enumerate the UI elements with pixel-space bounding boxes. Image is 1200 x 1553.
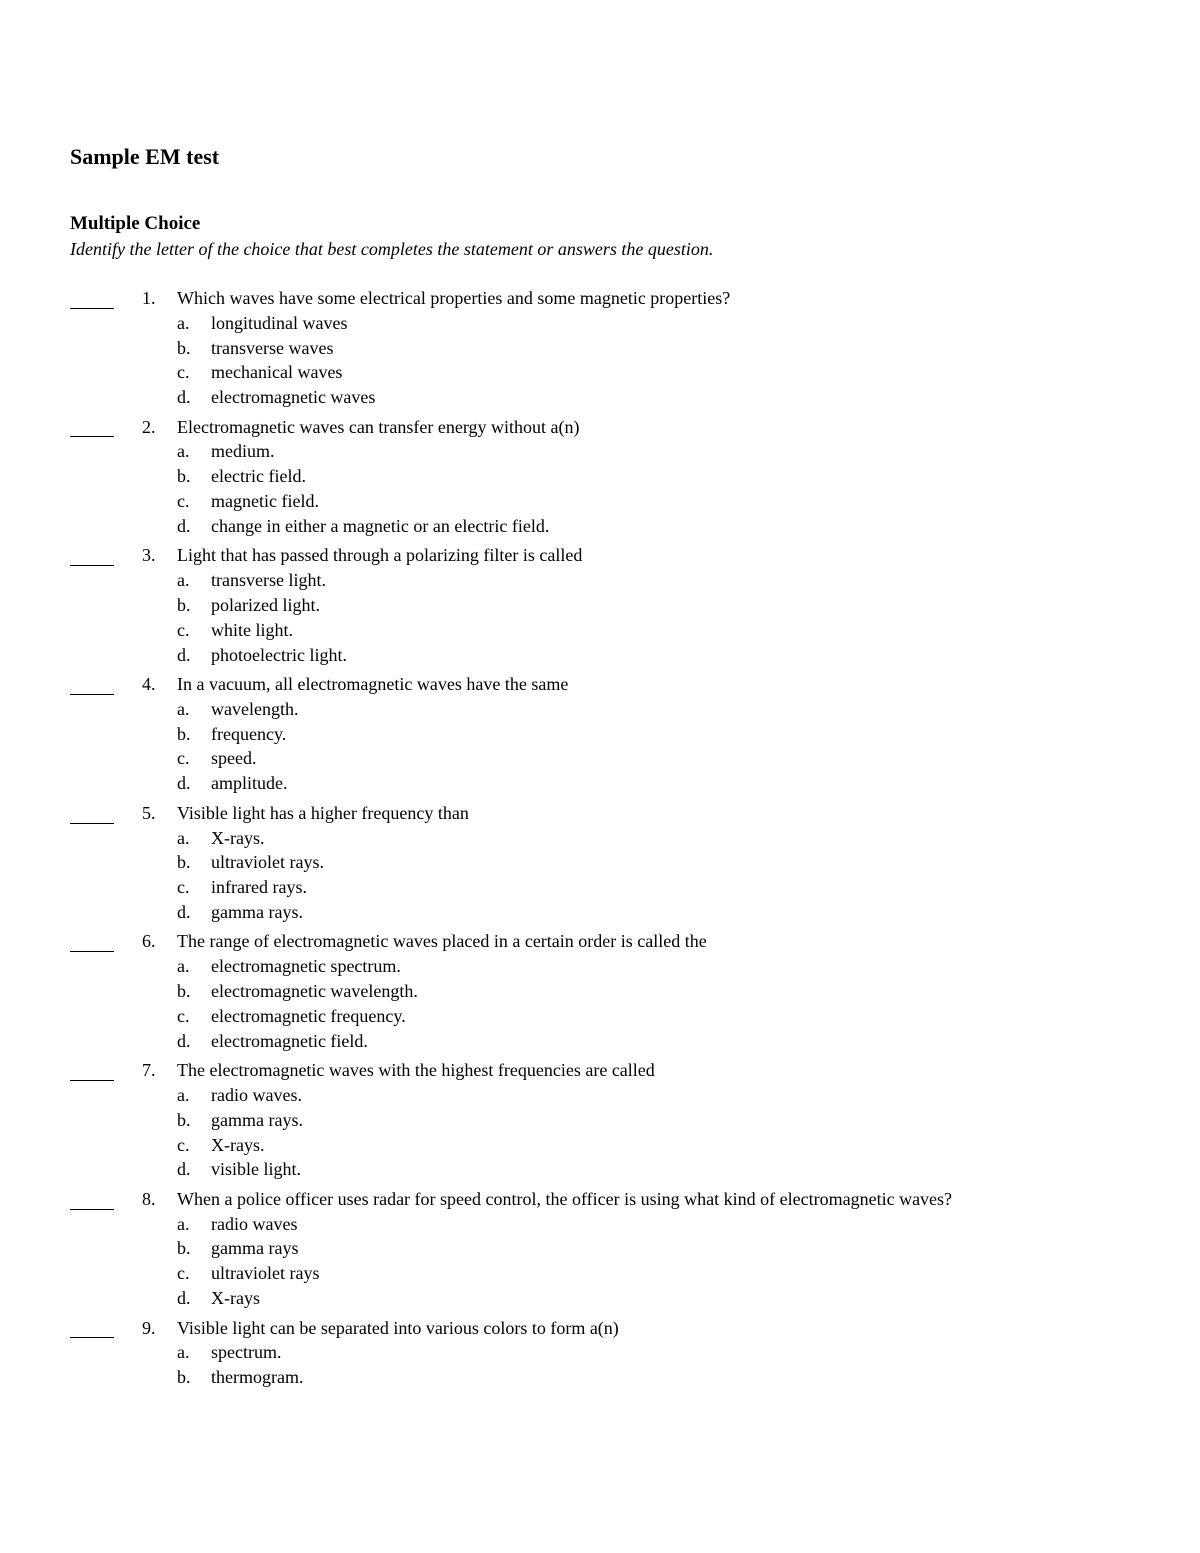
question-number: 4. bbox=[142, 674, 156, 695]
question-item bbox=[0, 286, 1200, 410]
choice-list bbox=[0, 954, 1200, 1053]
choice-item bbox=[0, 1340, 1200, 1365]
question-stem: Light that has passed through a polarizing filter is called bbox=[177, 545, 583, 566]
choice-item bbox=[0, 771, 1200, 796]
choice-text: thermogram. bbox=[211, 1367, 304, 1388]
choice-item bbox=[0, 826, 1200, 851]
choice-text: ultraviolet rays bbox=[211, 1263, 320, 1284]
section-heading: Multiple Choice bbox=[70, 213, 201, 234]
choice-letter: d. bbox=[177, 515, 191, 536]
question-stem: The range of electromagnetic waves placed in a certain order is called the bbox=[177, 931, 707, 952]
choice-list bbox=[0, 568, 1200, 667]
question-item bbox=[0, 415, 1200, 539]
choice-text: electromagnetic wavelength. bbox=[211, 981, 418, 1002]
choice-letter: b. bbox=[177, 594, 191, 615]
choice-item bbox=[0, 697, 1200, 722]
choice-item bbox=[0, 568, 1200, 593]
question-item bbox=[0, 1058, 1200, 1182]
question-item bbox=[0, 543, 1200, 667]
answer-blank[interactable] bbox=[70, 286, 114, 311]
choice-item bbox=[0, 593, 1200, 618]
choice-text: electromagnetic spectrum. bbox=[211, 956, 401, 977]
choice-text: gamma rays bbox=[211, 1238, 299, 1259]
choice-text: ultraviolet rays. bbox=[211, 852, 324, 873]
choice-item bbox=[0, 746, 1200, 771]
question-number: 6. bbox=[142, 931, 156, 952]
choice-text: radio waves bbox=[211, 1213, 298, 1234]
answer-blank[interactable] bbox=[70, 1058, 114, 1083]
question-stem: Visible light has a higher frequency than bbox=[177, 802, 469, 823]
choice-item bbox=[0, 979, 1200, 1004]
choice-item bbox=[0, 1236, 1200, 1261]
question-number: 9. bbox=[142, 1317, 156, 1338]
choice-item bbox=[0, 1365, 1200, 1390]
choice-text: speed. bbox=[211, 748, 257, 769]
choice-item bbox=[0, 360, 1200, 385]
question-stem: The electromagnetic waves with the highest frequencies are called bbox=[177, 1060, 655, 1081]
choice-text: longitudinal waves bbox=[211, 312, 348, 333]
choice-letter: a. bbox=[177, 570, 190, 591]
choice-text: transverse light. bbox=[211, 570, 326, 591]
question-number: 8. bbox=[142, 1188, 156, 1209]
question-number: 7. bbox=[142, 1060, 156, 1081]
question-item bbox=[0, 1187, 1200, 1311]
question-stem: In a vacuum, all electromagnetic waves have the same bbox=[177, 674, 569, 695]
question-stem: Which waves have some electrical properties and some magnetic properties? bbox=[177, 288, 731, 308]
choice-text: electromagnetic waves bbox=[211, 387, 376, 408]
choice-text: transverse waves bbox=[211, 337, 334, 358]
choice-text: polarized light. bbox=[211, 594, 320, 615]
answer-blank[interactable] bbox=[70, 929, 114, 954]
choice-letter: d. bbox=[177, 901, 191, 922]
question-item bbox=[0, 1316, 1200, 1440]
choice-letter: b. bbox=[177, 981, 191, 1002]
choice-text: spectrum. bbox=[211, 1342, 282, 1363]
choice-item bbox=[0, 643, 1200, 668]
choice-item bbox=[0, 385, 1200, 410]
choice-item bbox=[0, 1261, 1200, 1286]
choice-text: frequency. bbox=[211, 723, 287, 744]
choice-item bbox=[0, 1212, 1200, 1237]
choice-text: photoelectric light. bbox=[211, 644, 347, 665]
choice-letter: b. bbox=[177, 723, 191, 744]
choice-letter: c. bbox=[177, 1263, 190, 1284]
answer-blank[interactable] bbox=[70, 1187, 114, 1212]
choice-letter: c. bbox=[177, 1005, 190, 1026]
choice-list bbox=[0, 439, 1200, 538]
choice-text: amplitude. bbox=[211, 773, 288, 794]
choice-letter: d. bbox=[177, 1288, 191, 1308]
question-number: 3. bbox=[142, 545, 156, 566]
question-item bbox=[0, 672, 1200, 796]
choice-item bbox=[0, 439, 1200, 464]
choice-text: change in either a magnetic or an electric field. bbox=[211, 515, 550, 536]
choice-list bbox=[0, 311, 1200, 410]
question-number: 1. bbox=[142, 288, 156, 308]
choice-text: gamma rays. bbox=[211, 1109, 303, 1130]
choice-letter: d. bbox=[177, 773, 191, 794]
choice-item bbox=[0, 875, 1200, 900]
choice-list bbox=[0, 1083, 1200, 1182]
choice-text: gamma rays. bbox=[211, 901, 303, 922]
choice-letter: a. bbox=[177, 441, 190, 462]
choice-text: infrared rays. bbox=[211, 877, 307, 898]
choice-item bbox=[0, 1029, 1200, 1054]
choice-text: X-rays. bbox=[211, 1134, 265, 1155]
choice-text: mechanical waves bbox=[211, 362, 343, 383]
answer-blank[interactable] bbox=[70, 415, 114, 440]
page-title: Sample EM test bbox=[70, 144, 220, 169]
question-stem: Visible light can be separated into various colors to form a(n) bbox=[177, 1317, 619, 1338]
choice-letter: b. bbox=[177, 852, 191, 873]
choice-text: radio waves. bbox=[211, 1084, 302, 1105]
section-instructions: Identify the letter of the choice that best completes the statement or answers the question. bbox=[70, 239, 714, 259]
choice-letter: d. bbox=[177, 387, 191, 408]
choice-item bbox=[0, 722, 1200, 747]
choice-letter: d. bbox=[177, 1030, 191, 1051]
question-number: 5. bbox=[142, 802, 156, 823]
choice-text: white light. bbox=[211, 619, 293, 640]
choice-letter: d. bbox=[177, 644, 191, 665]
choice-item bbox=[0, 1133, 1200, 1158]
choice-letter: b. bbox=[177, 466, 191, 487]
choice-list bbox=[0, 826, 1200, 925]
choice-letter: c. bbox=[177, 748, 190, 769]
question-item bbox=[0, 929, 1200, 1053]
choice-text: visible light. bbox=[211, 1159, 301, 1180]
answer-blank[interactable] bbox=[70, 543, 114, 568]
choice-text: electric field. bbox=[211, 466, 306, 487]
choice-item bbox=[0, 1157, 1200, 1182]
choice-list bbox=[0, 1212, 1200, 1311]
choice-letter: c. bbox=[177, 619, 190, 640]
answer-blank[interactable] bbox=[70, 1316, 114, 1341]
choice-item bbox=[0, 850, 1200, 875]
question-number: 2. bbox=[142, 416, 156, 437]
choice-letter: b. bbox=[177, 1238, 191, 1259]
choice-letter: a. bbox=[177, 1213, 190, 1234]
choice-letter: c. bbox=[177, 1134, 190, 1155]
choice-letter: c. bbox=[177, 877, 190, 898]
choice-letter: a. bbox=[177, 698, 190, 719]
choice-item bbox=[0, 1004, 1200, 1029]
question-stem: When a police officer uses radar for speed control, the officer is using what kind of electromagnetic waves? bbox=[177, 1188, 953, 1209]
choice-item bbox=[0, 954, 1200, 979]
choice-item bbox=[0, 464, 1200, 489]
question-stem: Electromagnetic waves can transfer energy without a(n) bbox=[177, 416, 580, 437]
choice-item bbox=[0, 1083, 1200, 1108]
choice-text: X-rays. bbox=[211, 827, 265, 848]
choice-letter: a. bbox=[177, 1342, 190, 1363]
choice-letter: a. bbox=[177, 312, 190, 333]
choice-letter: a. bbox=[177, 956, 190, 977]
choice-text: wavelength. bbox=[211, 698, 299, 719]
choice-letter: b. bbox=[177, 1109, 191, 1130]
choice-item bbox=[0, 900, 1200, 925]
choice-text: electromagnetic frequency. bbox=[211, 1005, 406, 1026]
choice-list bbox=[0, 1340, 1200, 1390]
question-item bbox=[0, 801, 1200, 925]
answer-blank[interactable] bbox=[70, 801, 114, 826]
choice-letter: a. bbox=[177, 1084, 190, 1105]
choice-text: medium. bbox=[211, 441, 275, 462]
choice-item bbox=[0, 1108, 1200, 1133]
choice-item bbox=[0, 489, 1200, 514]
choice-letter: c. bbox=[177, 491, 190, 512]
answer-blank[interactable] bbox=[70, 672, 114, 697]
choice-item bbox=[0, 311, 1200, 336]
choice-letter: b. bbox=[177, 337, 191, 358]
choice-letter: a. bbox=[177, 827, 190, 848]
choice-item bbox=[0, 336, 1200, 361]
choice-letter: b. bbox=[177, 1367, 191, 1388]
choice-text: electromagnetic field. bbox=[211, 1030, 368, 1051]
choice-item bbox=[0, 618, 1200, 643]
choice-item bbox=[0, 514, 1200, 539]
choice-text: magnetic field. bbox=[211, 491, 319, 512]
choice-item bbox=[0, 1286, 1200, 1311]
choice-text: X-rays bbox=[211, 1288, 260, 1308]
choice-letter: c. bbox=[177, 362, 190, 383]
question-list bbox=[0, 286, 1200, 1444]
choice-list bbox=[0, 697, 1200, 796]
choice-letter: d. bbox=[177, 1159, 191, 1180]
